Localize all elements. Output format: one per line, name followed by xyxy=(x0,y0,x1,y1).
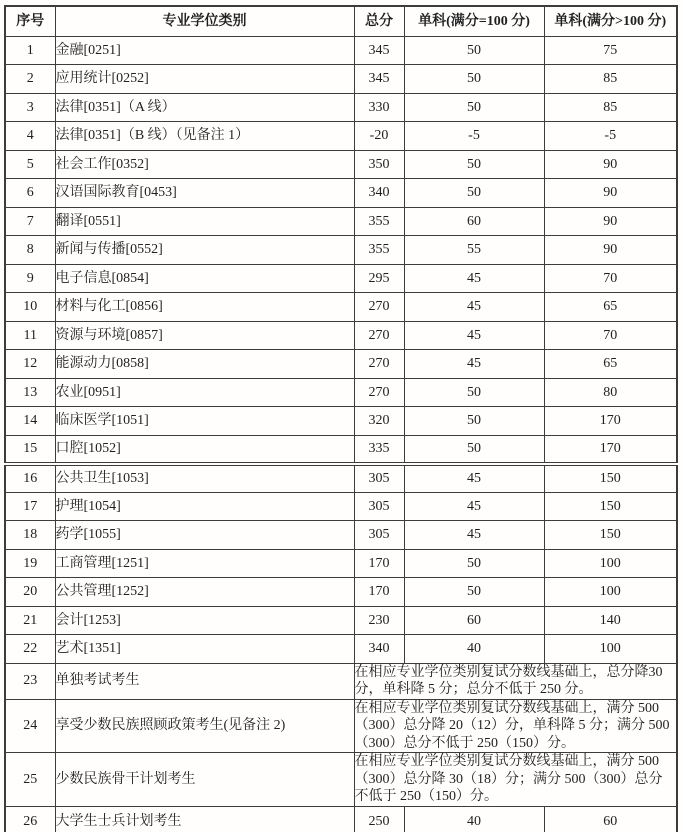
table-row xyxy=(5,806,677,832)
cell-no: 16 xyxy=(5,464,55,493)
cell-no: 14 xyxy=(5,407,55,436)
cell-sub-gt100: 150 xyxy=(544,492,677,521)
cell-total: 350 xyxy=(354,150,404,179)
column-header-no: 序号 xyxy=(5,6,55,36)
cell-sub-eq100: 60 xyxy=(404,207,544,236)
cell-sub-eq100: 50 xyxy=(404,179,544,208)
table-row xyxy=(5,36,677,65)
column-header-total: 总分 xyxy=(354,6,404,36)
cell-sub-gt100: 70 xyxy=(544,264,677,293)
cell-total: 330 xyxy=(354,93,404,122)
cell-no: 9 xyxy=(5,264,55,293)
cell-no: 6 xyxy=(5,179,55,208)
table-row xyxy=(5,699,677,753)
table-row xyxy=(5,122,677,151)
cell-sub-gt100: 90 xyxy=(544,236,677,265)
cell-sub-eq100: 50 xyxy=(404,435,544,464)
table-row xyxy=(5,207,677,236)
table-row xyxy=(5,464,677,493)
cell-no: 23 xyxy=(5,663,55,699)
cell-no: 5 xyxy=(5,150,55,179)
cell-total: 305 xyxy=(354,521,404,550)
cell-sub-eq100: 45 xyxy=(404,521,544,550)
cell-category: 新闻与传播[0552] xyxy=(55,236,354,265)
cell-sub-gt100: 60 xyxy=(544,806,677,832)
table-body xyxy=(5,36,677,832)
table-header xyxy=(5,6,677,36)
cell-sub-eq100: 45 xyxy=(404,264,544,293)
cell-sub-gt100: -5 xyxy=(544,122,677,151)
cell-sub-gt100: 100 xyxy=(544,549,677,578)
cell-no: 11 xyxy=(5,321,55,350)
cell-no: 19 xyxy=(5,549,55,578)
cell-category: 应用统计[0252] xyxy=(55,65,354,94)
cell-sub-gt100: 85 xyxy=(544,65,677,94)
cell-sub-gt100: 150 xyxy=(544,464,677,493)
cell-no: 20 xyxy=(5,578,55,607)
cell-total: 295 xyxy=(354,264,404,293)
cell-category: 农业[0951] xyxy=(55,378,354,407)
table-row xyxy=(5,492,677,521)
cell-no: 4 xyxy=(5,122,55,151)
column-header-category: 专业学位类别 xyxy=(55,6,354,36)
cell-sub-gt100: 80 xyxy=(544,378,677,407)
table-row xyxy=(5,65,677,94)
cell-sub-gt100: 150 xyxy=(544,521,677,550)
table-row xyxy=(5,606,677,635)
table-row xyxy=(5,236,677,265)
cell-sub-eq100: 50 xyxy=(404,150,544,179)
cell-category: 临床医学[1051] xyxy=(55,407,354,436)
cell-sub-eq100: 50 xyxy=(404,549,544,578)
cell-sub-eq100: 50 xyxy=(404,378,544,407)
cell-no: 24 xyxy=(5,699,55,753)
cell-sub-eq100: 55 xyxy=(404,236,544,265)
cell-sub-gt100: 65 xyxy=(544,293,677,322)
table-row xyxy=(5,378,677,407)
cell-note: 在相应专业学位类别复试分数线基础上，总分降30 分，单科降 5 分；总分不低于 250 分。 xyxy=(354,663,677,699)
cell-sub-eq100: 45 xyxy=(404,492,544,521)
cell-sub-eq100: 45 xyxy=(404,321,544,350)
cell-category: 护理[1054] xyxy=(55,492,354,521)
cell-sub-eq100: 45 xyxy=(404,293,544,322)
cell-category: 能源动力[0858] xyxy=(55,350,354,379)
cell-total: 355 xyxy=(354,207,404,236)
cell-total: 270 xyxy=(354,378,404,407)
table-row xyxy=(5,321,677,350)
cell-no: 18 xyxy=(5,521,55,550)
cell-category: 汉语国际教育[0453] xyxy=(55,179,354,208)
table-row xyxy=(5,350,677,379)
cell-total: 305 xyxy=(354,492,404,521)
cell-category: 会计[1253] xyxy=(55,606,354,635)
cell-no: 13 xyxy=(5,378,55,407)
cell-sub-gt100: 90 xyxy=(544,150,677,179)
cell-sub-eq100: 50 xyxy=(404,36,544,65)
cell-sub-eq100: 50 xyxy=(404,65,544,94)
cell-sub-gt100: 85 xyxy=(544,93,677,122)
cell-category: 材料与化工[0856] xyxy=(55,293,354,322)
cell-category: 资源与环境[0857] xyxy=(55,321,354,350)
cell-total: 335 xyxy=(354,435,404,464)
cell-total: 340 xyxy=(354,635,404,664)
cell-total: 230 xyxy=(354,606,404,635)
cell-category: 社会工作[0352] xyxy=(55,150,354,179)
cell-category: 电子信息[0854] xyxy=(55,264,354,293)
cell-category: 法律[0351]（B 线）（见备注 1） xyxy=(55,122,354,151)
cell-category: 公共管理[1252] xyxy=(55,578,354,607)
table-row xyxy=(5,663,677,699)
cell-total: -20 xyxy=(354,122,404,151)
cell-total: 170 xyxy=(354,578,404,607)
score-line-table xyxy=(4,5,678,832)
cell-total: 270 xyxy=(354,321,404,350)
cell-total: 170 xyxy=(354,549,404,578)
column-header-sub-eq100: 单科(满分=100 分) xyxy=(404,6,544,36)
cell-no: 12 xyxy=(5,350,55,379)
cell-sub-gt100: 65 xyxy=(544,350,677,379)
cell-no: 3 xyxy=(5,93,55,122)
cell-sub-gt100: 90 xyxy=(544,179,677,208)
cell-no: 26 xyxy=(5,806,55,832)
table-row xyxy=(5,435,677,464)
cell-sub-eq100: 60 xyxy=(404,606,544,635)
cell-sub-gt100: 90 xyxy=(544,207,677,236)
table-row xyxy=(5,150,677,179)
cell-sub-gt100: 100 xyxy=(544,578,677,607)
cell-category: 艺术[1351] xyxy=(55,635,354,664)
cell-no: 17 xyxy=(5,492,55,521)
table-row xyxy=(5,93,677,122)
table-row xyxy=(5,635,677,664)
cell-total: 340 xyxy=(354,179,404,208)
table-row xyxy=(5,521,677,550)
cell-no: 8 xyxy=(5,236,55,265)
table-row xyxy=(5,549,677,578)
cell-total: 320 xyxy=(354,407,404,436)
table-row xyxy=(5,179,677,208)
cell-sub-eq100: -5 xyxy=(404,122,544,151)
cell-note: 在相应专业学位类别复试分数线基础上，满分 500（300）总分降 30（18）分；满分 500（300）总分不低于 250（150）分。 xyxy=(354,753,677,807)
cell-category: 大学生士兵计划考生 xyxy=(55,806,354,832)
cell-note: 在相应专业学位类别复试分数线基础上，满分 500（300）总分降 20（12）分，单科降 5 分；满分 500（300）总分不低于 250（150）分。 xyxy=(354,699,677,753)
cell-no: 10 xyxy=(5,293,55,322)
cell-category: 法律[0351]（A 线） xyxy=(55,93,354,122)
cell-sub-eq100: 50 xyxy=(404,407,544,436)
table-row xyxy=(5,264,677,293)
cell-category: 单独考试考生 xyxy=(55,663,354,699)
cell-no: 25 xyxy=(5,753,55,807)
cell-no: 15 xyxy=(5,435,55,464)
cell-sub-gt100: 170 xyxy=(544,435,677,464)
cell-total: 270 xyxy=(354,293,404,322)
cell-sub-eq100: 40 xyxy=(404,635,544,664)
cell-total: 345 xyxy=(354,36,404,65)
cell-category: 金融[0251] xyxy=(55,36,354,65)
table-row xyxy=(5,578,677,607)
cell-category: 公共卫生[1053] xyxy=(55,464,354,493)
cell-no: 21 xyxy=(5,606,55,635)
cell-category: 翻译[0551] xyxy=(55,207,354,236)
cell-sub-gt100: 170 xyxy=(544,407,677,436)
cell-category: 口腔[1052] xyxy=(55,435,354,464)
cell-total: 250 xyxy=(354,806,404,832)
cell-no: 22 xyxy=(5,635,55,664)
cell-sub-eq100: 45 xyxy=(404,350,544,379)
cell-sub-gt100: 100 xyxy=(544,635,677,664)
header-row xyxy=(5,6,677,36)
cell-no: 1 xyxy=(5,36,55,65)
cell-sub-eq100: 40 xyxy=(404,806,544,832)
table-row xyxy=(5,293,677,322)
cell-total: 270 xyxy=(354,350,404,379)
cell-sub-eq100: 50 xyxy=(404,93,544,122)
table-row xyxy=(5,753,677,807)
column-header-sub-gt100: 单科(满分>100 分) xyxy=(544,6,677,36)
table-row xyxy=(5,407,677,436)
cell-category: 工商管理[1251] xyxy=(55,549,354,578)
cell-category: 药学[1055] xyxy=(55,521,354,550)
cell-sub-eq100: 50 xyxy=(404,578,544,607)
cell-total: 345 xyxy=(354,65,404,94)
cell-sub-gt100: 70 xyxy=(544,321,677,350)
cell-sub-eq100: 45 xyxy=(404,464,544,493)
cell-sub-gt100: 140 xyxy=(544,606,677,635)
cell-total: 305 xyxy=(354,464,404,493)
cell-sub-gt100: 75 xyxy=(544,36,677,65)
cell-category: 享受少数民族照顾政策考生(见备注 2) xyxy=(55,699,354,753)
cell-no: 2 xyxy=(5,65,55,94)
cell-total: 355 xyxy=(354,236,404,265)
cell-no: 7 xyxy=(5,207,55,236)
cell-category: 少数民族骨干计划考生 xyxy=(55,753,354,807)
